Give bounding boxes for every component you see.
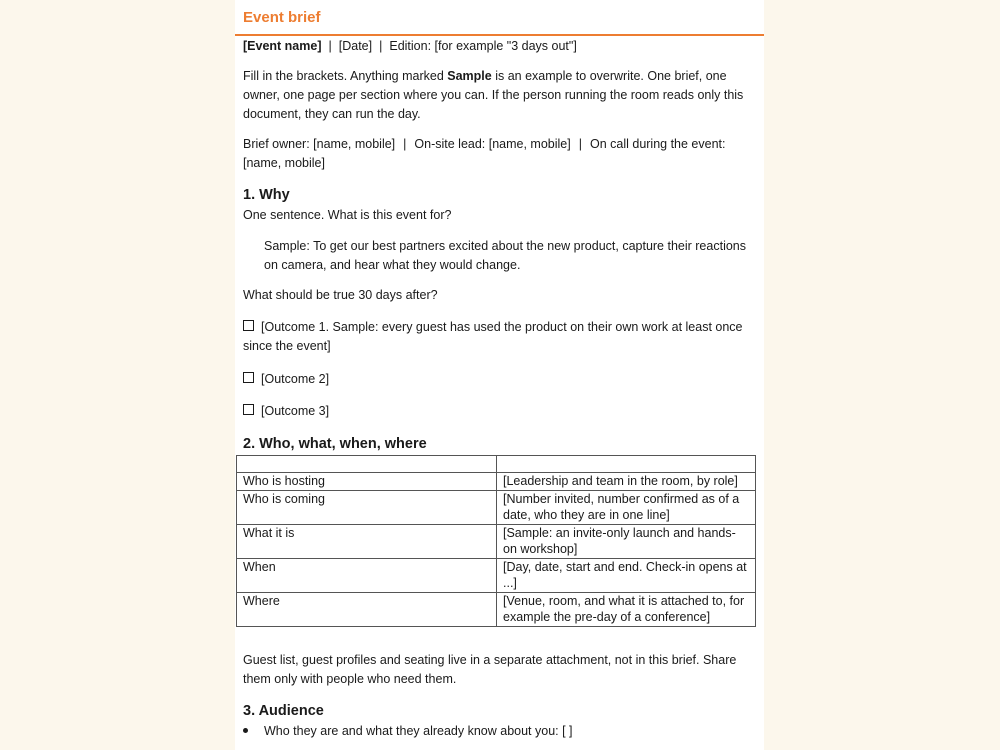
date-field[interactable]: [Date]: [338, 39, 373, 53]
meta-separator: |: [379, 39, 383, 53]
table-row: [237, 490, 756, 524]
table-row: [237, 592, 756, 626]
section-3-heading: 3. Audience: [243, 703, 324, 719]
checkbox-icon[interactable]: [243, 372, 254, 383]
outcome-text[interactable]: [Outcome 2]: [261, 372, 330, 386]
onsite-lead-field[interactable]: On-site lead: [name, mobile]: [414, 137, 571, 151]
brief-owner-field[interactable]: Brief owner: [name, mobile]: [243, 137, 396, 151]
table-label-cell: When: [237, 558, 497, 592]
table-label-cell: Who is coming: [237, 490, 497, 524]
table-row: [237, 558, 756, 592]
checkbox-icon[interactable]: [243, 404, 254, 415]
outcome-item[interactable]: [243, 318, 759, 356]
bullet-item: [243, 722, 573, 741]
details-table: [236, 455, 756, 627]
meta-separator: |: [328, 39, 332, 53]
outcome-item[interactable]: [243, 402, 759, 421]
title-divider: [235, 34, 764, 36]
edition-field[interactable]: [for example "3 days out"]: [434, 39, 577, 53]
intro-paragraph: [243, 67, 759, 124]
owners-separator: |: [403, 137, 407, 151]
table-label-cell: Who is hosting: [237, 473, 497, 491]
checkbox-icon[interactable]: [243, 320, 254, 331]
document-page: [235, 0, 764, 750]
table-value-cell[interactable]: [Leadership and team in the room, by role]: [497, 473, 756, 491]
table-row: [237, 524, 756, 558]
document-header: [243, 0, 757, 36]
section-2-note: Guest list, guest profiles and seating live in a separate attachment, not in this brief. Share them only with people who need them.: [243, 653, 737, 686]
on-call-field[interactable]: On call during the event: [name, mobile]: [243, 137, 726, 170]
meta-line: [243, 37, 577, 56]
section-1-heading: 1. Why: [243, 187, 290, 203]
outcome-item[interactable]: [243, 370, 759, 389]
intro-text-1: Fill in the brackets. Anything marked: [243, 69, 448, 83]
owners-paragraph: [243, 135, 759, 173]
owners-separator: |: [578, 137, 582, 151]
table-header-row: [237, 456, 756, 473]
table-label-cell: Where: [237, 592, 497, 626]
section-1-question: What should be true 30 days after?: [243, 288, 438, 302]
section-2-heading: 2. Who, what, when, where: [243, 436, 427, 452]
intro-text-2: is an example to overwrite. One brief, one owner, one page per section where you can. If the person running the room reads only this document, they can run the day.: [243, 69, 744, 121]
intro-sample-word: Sample: [447, 69, 492, 83]
section-1-prompt: One sentence. What is this event for?: [243, 208, 452, 222]
table-label-cell: What it is: [237, 524, 497, 558]
outcome-text[interactable]: [Outcome 3]: [261, 404, 330, 418]
section-1-sample: Sample: To get our best partners excited about the new product, capture their reactions on camera, and hear what they would change.: [264, 239, 746, 272]
table-row: [237, 473, 756, 491]
table-value-cell[interactable]: [Day, date, start and end. Check-in opens at ...]: [497, 558, 756, 592]
table-value-cell[interactable]: [Sample: an invite-only launch and hands-on workshop]: [497, 524, 756, 558]
table-header-cell[interactable]: [497, 456, 756, 473]
bullet-icon: [243, 728, 248, 733]
document-title: Event brief: [243, 9, 321, 26]
table-value-cell[interactable]: [Number invited, number confirmed as of a date, who they are in one line]: [497, 490, 756, 524]
event-name-field[interactable]: [Event name]: [243, 39, 322, 53]
table-header-cell[interactable]: [237, 456, 497, 473]
outcome-text[interactable]: [Outcome 1. Sample: every guest has used the product on their own work at least once since the event]: [243, 320, 743, 353]
bullet-text[interactable]: Who they are and what they already know about you: [ ]: [264, 724, 573, 738]
edition-label: Edition:: [389, 39, 435, 53]
table-value-cell[interactable]: [Venue, room, and what it is attached to, for example the pre-day of a conference]: [497, 592, 756, 626]
